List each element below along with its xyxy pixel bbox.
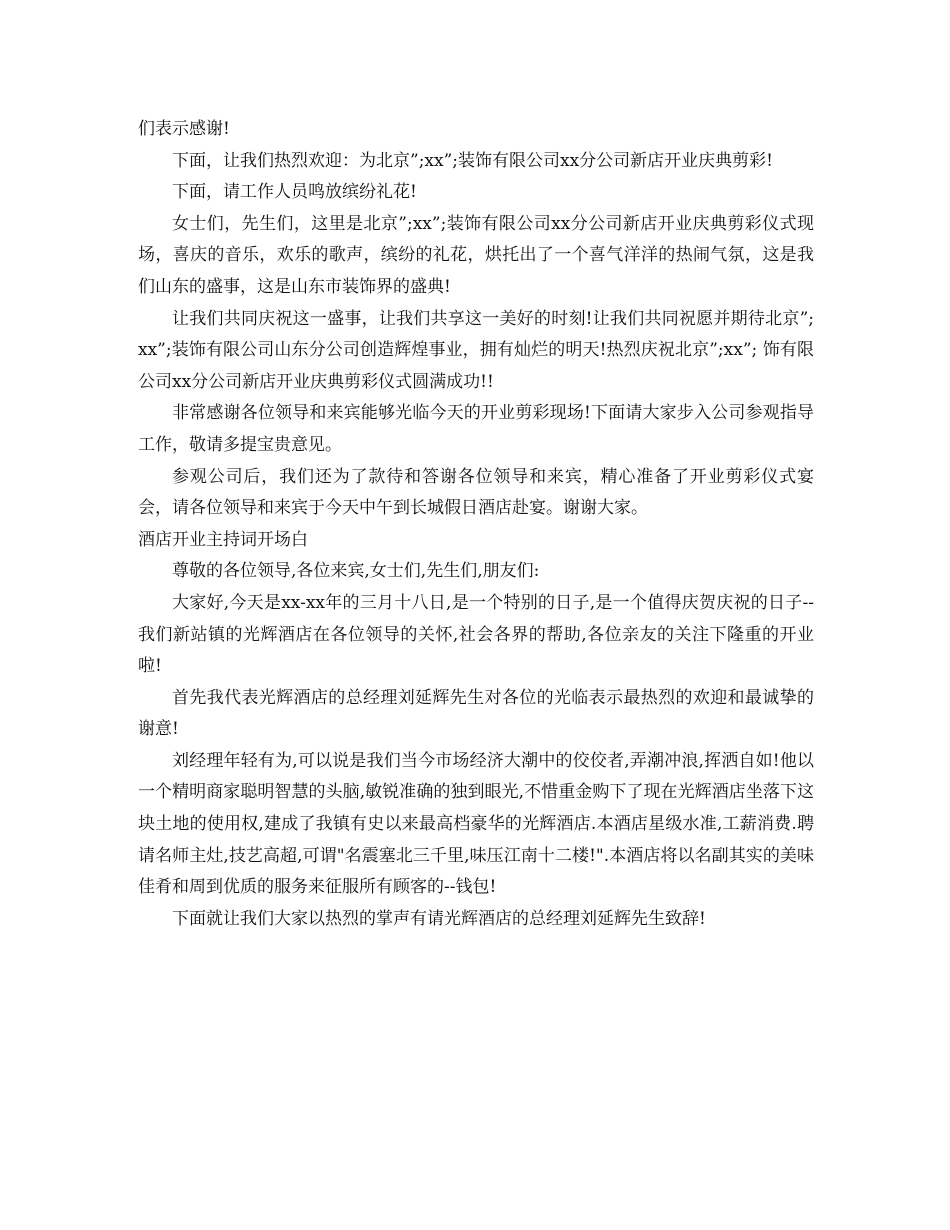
paragraph: 让我们共同庆祝这一盛事，让我们共享这一美好的时刻!让我们共同祝愿并期待北京”;xx”;装饰有限公司山东分公司创造辉煌事业，拥有灿烂的明天!热烈庆祝北京”;xx”; 饰有限公司xx分公司新店开业庆典剪彩仪式圆满成功!! xyxy=(138,308,814,392)
paragraph: 下面，请工作人员鸣放缤纷礼花! xyxy=(172,182,417,203)
paragraph: 尊敬的各位领导,各位来宾,女士们,先生们,朋友们: xyxy=(172,561,540,582)
paragraph: 刘经理年轻有为,可以说是我们当今市场经济大潮中的佼佼者,弄潮冲浪,挥洒自如!他以一个精明商家聪明智慧的头脑,敏锐准确的独到眼光,不惜重金购下了现在光辉酒店坐落下这块土地的使用权,建成了我镇有史以来最高档豪华的光辉酒店.本酒店星级水准,工薪消费.聘请名师主灶,技艺高超,可谓"名震塞北三千里,味压江南十二楼!".本酒店将以名副其实的美味佳肴和周到优质的服务来征服所有顾客的--钱包! xyxy=(138,750,814,898)
paragraph: 下面就让我们大家以热烈的掌声有请光辉酒店的总经理刘延辉先生致辞! xyxy=(172,908,706,929)
document-body xyxy=(138,114,814,935)
paragraph: 参观公司后，我们还为了款待和答谢各位领导和来宾，精心准备了开业剪彩仪式宴会，请各位领导和来宾于今天中午到长城假日酒店赴宴。谢谢大家。 xyxy=(138,466,814,519)
paragraph: 非常感谢各位领导和来宾能够光临今天的开业剪彩现场!下面请大家步入公司参观指导工作，敬请多提宝贵意见。 xyxy=(138,403,814,455)
paragraph: 女士们，先生们，这里是北京”;xx”;装饰有限公司xx分公司新店开业庆典剪彩仪式现场，喜庆的音乐，欢乐的歌声，缤纷的礼花，烘托出了一个喜气洋洋的热闹气氛，这是我们山东的盛事，这是山东市装饰界的盛典! xyxy=(138,213,814,297)
paragraph: 大家好,今天是xx-xx年的三月十八日,是一个特别的日子,是一个值得庆贺庆祝的日子--我们新站镇的光辉酒店在各位领导的关怀,社会各界的帮助,各位亲友的关注下隆重的开业啦! xyxy=(138,592,814,677)
paragraph: 们表示感谢! xyxy=(138,119,230,139)
section-heading: 酒店开业主持词开场白 xyxy=(138,529,308,550)
paragraph: 首先我代表光辉酒店的总经理刘延辉先生对各位的光临表示最热烈的欢迎和最诚挚的谢意! xyxy=(138,687,814,740)
paragraph: 下面，让我们热烈欢迎：为北京”;xx”;装饰有限公司xx分公司新店开业庆典剪彩! xyxy=(172,150,774,171)
